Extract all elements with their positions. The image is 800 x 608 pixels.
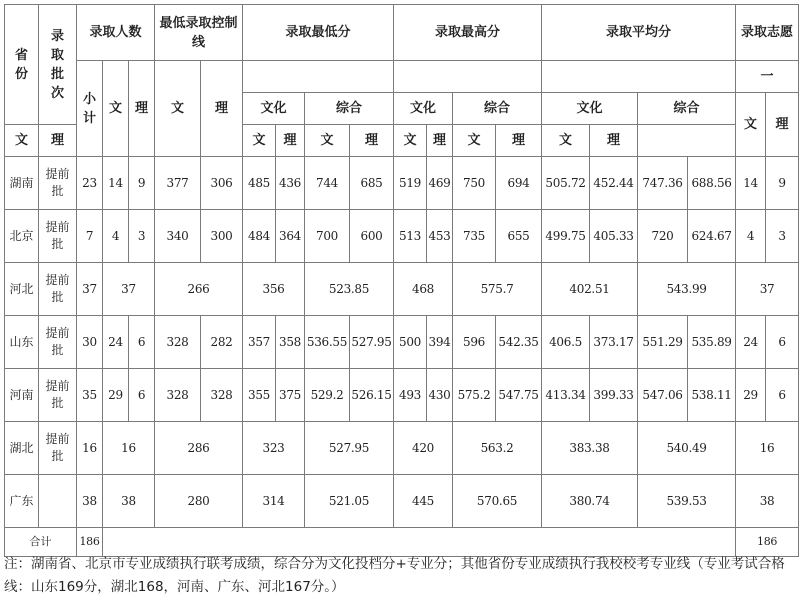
header-average-culture: 文化 bbox=[542, 93, 638, 125]
header-highest-composite: 综合 bbox=[453, 93, 542, 125]
cell-max-com-sci: 547.75 bbox=[496, 369, 542, 422]
cell-batch: 提前批 bbox=[39, 316, 77, 369]
cell-min-cul-arts: 484 bbox=[243, 210, 276, 263]
cell-count-sci: 9 bbox=[129, 157, 155, 210]
cell-avg-cul-sci: 399.33 bbox=[590, 369, 638, 422]
cell-vol-sci: 6 bbox=[766, 316, 799, 369]
cell-count-arts: 29 bbox=[103, 369, 129, 422]
cell-avg-com-sci: 624.67 bbox=[688, 210, 736, 263]
cell-vol-sci: 3 bbox=[766, 210, 799, 263]
cell-ctrl: 280 bbox=[155, 475, 243, 528]
cell-max-cul-sci: 453 bbox=[427, 210, 453, 263]
cell-avg-com-sci: 688.56 bbox=[688, 157, 736, 210]
cell-count-arts: 14 bbox=[103, 157, 129, 210]
cell-avg-cul: 380.74 bbox=[542, 475, 638, 528]
header-max-com-arts: 文 bbox=[394, 125, 427, 157]
cell-max-cul: 445 bbox=[394, 475, 453, 528]
cell-max-com: 575.7 bbox=[453, 263, 542, 316]
table-row bbox=[5, 157, 799, 210]
cell-max-cul-sci: 394 bbox=[427, 316, 453, 369]
header-lowest-culture: 文化 bbox=[243, 93, 305, 125]
cell-min-com: 523.85 bbox=[305, 263, 394, 316]
cell-min-com-sci: 600 bbox=[350, 210, 394, 263]
admission-table bbox=[4, 4, 799, 557]
cell-max-com-sci: 542.35 bbox=[496, 316, 542, 369]
cell-min-cul-sci: 375 bbox=[276, 369, 305, 422]
cell-min-com-arts: 529.2 bbox=[305, 369, 350, 422]
header-lowest-spacer bbox=[243, 61, 394, 93]
header-average-score: 录取平均分 bbox=[542, 5, 736, 61]
cell-vol-sci: 9 bbox=[766, 157, 799, 210]
cell-avg-com: 543.99 bbox=[638, 263, 736, 316]
header-min-com-arts: 文 bbox=[243, 125, 276, 157]
cell-min-com-arts: 744 bbox=[305, 157, 350, 210]
cell-max-cul-sci: 469 bbox=[427, 157, 453, 210]
cell-avg-com: 540.49 bbox=[638, 422, 736, 475]
cell-ctrl: 266 bbox=[155, 263, 243, 316]
cell-vol: 38 bbox=[736, 475, 799, 528]
cell-avg-cul-arts: 406.5 bbox=[542, 316, 590, 369]
cell-count-arts: 4 bbox=[103, 210, 129, 263]
cell-count-sci: 6 bbox=[129, 369, 155, 422]
cell-ctrl-sci: 282 bbox=[201, 316, 243, 369]
cell-count: 38 bbox=[103, 475, 155, 528]
header-province: 省份 bbox=[5, 5, 39, 125]
cell-max-com-arts: 735 bbox=[453, 210, 496, 263]
cell-avg-cul-arts: 413.34 bbox=[542, 369, 590, 422]
table-row bbox=[5, 475, 799, 528]
cell-min-com-sci: 526.15 bbox=[350, 369, 394, 422]
cell-max-com: 563.2 bbox=[453, 422, 542, 475]
header-max-cul-sci: 理 bbox=[350, 125, 394, 157]
cell-ctrl: 286 bbox=[155, 422, 243, 475]
cell-count-sci: 3 bbox=[129, 210, 155, 263]
cell-min-com-arts: 700 bbox=[305, 210, 350, 263]
cell-min-cul-sci: 358 bbox=[276, 316, 305, 369]
table-row bbox=[5, 210, 799, 263]
cell-avg-cul-sci: 373.17 bbox=[590, 316, 638, 369]
cell-avg-cul: 383.38 bbox=[542, 422, 638, 475]
header-ctrl-science: 理 bbox=[201, 61, 243, 157]
cell-avg-com-sci: 538.11 bbox=[688, 369, 736, 422]
cell-min-com-sci: 685 bbox=[350, 157, 394, 210]
cell-province: 河北 bbox=[5, 263, 39, 316]
cell-min-com: 521.05 bbox=[305, 475, 394, 528]
header-volunteer: 录取志愿 bbox=[736, 5, 799, 61]
header-avg-com-arts: 文 bbox=[542, 125, 590, 157]
header-min-com-sci: 理 bbox=[276, 125, 305, 157]
cell-count: 37 bbox=[103, 263, 155, 316]
cell-vol-arts: 24 bbox=[736, 316, 766, 369]
cell-min-cul: 323 bbox=[243, 422, 305, 475]
cell-total: 37 bbox=[77, 263, 103, 316]
cell-batch: 提前批 bbox=[39, 369, 77, 422]
header-vol-arts: 文 bbox=[736, 93, 766, 157]
table-row bbox=[5, 263, 799, 316]
footnote: 注：湖南省、北京市专业成绩执行联考成绩，综合分为文化投档分+专业分；其他省份专业成绩执行我校校考专业线（专业考试合格线：山东169分，湖北168，河南、广东、河北167分。） bbox=[4, 556, 785, 595]
cell-min-cul-sci: 436 bbox=[276, 157, 305, 210]
cell-max-com-sci: 655 bbox=[496, 210, 542, 263]
cell-min-cul: 356 bbox=[243, 263, 305, 316]
cell-avg-cul-sci: 405.33 bbox=[590, 210, 638, 263]
header-highest-score: 录取最高分 bbox=[394, 5, 542, 61]
header-max-com-sci: 理 bbox=[427, 125, 453, 157]
table-row bbox=[5, 316, 799, 369]
cell-max-cul-sci: 430 bbox=[427, 369, 453, 422]
header-average-spacer bbox=[542, 61, 736, 93]
header-min-cul-arts: 文 bbox=[5, 125, 39, 157]
header-avg-com-sci: 理 bbox=[590, 125, 638, 157]
cell-min-cul-arts: 355 bbox=[243, 369, 276, 422]
cell-avg-com-arts: 720 bbox=[638, 210, 688, 263]
cell-province: 湖北 bbox=[5, 422, 39, 475]
cell-max-com-arts: 596 bbox=[453, 316, 496, 369]
cell-avg-com-arts: 747.36 bbox=[638, 157, 688, 210]
cell-province: 北京 bbox=[5, 210, 39, 263]
cell-avg-com-arts: 547.06 bbox=[638, 369, 688, 422]
cell-max-cul: 420 bbox=[394, 422, 453, 475]
cell-total: 23 bbox=[77, 157, 103, 210]
cell-max-cul-arts: 519 bbox=[394, 157, 427, 210]
header-min-cul-sci: 理 bbox=[39, 125, 77, 157]
cell-count: 16 bbox=[103, 422, 155, 475]
cell-province: 湖南 bbox=[5, 157, 39, 210]
header-highest-spacer bbox=[394, 61, 542, 93]
cell-batch bbox=[39, 475, 77, 528]
cell-ctrl-arts: 377 bbox=[155, 157, 201, 210]
cell-province: 山东 bbox=[5, 316, 39, 369]
header-avg-cul-arts: 文 bbox=[453, 125, 496, 157]
cell-province: 河南 bbox=[5, 369, 39, 422]
cell-avg-cul-sci: 452.44 bbox=[590, 157, 638, 210]
cell-batch: 提前批 bbox=[39, 157, 77, 210]
cell-min-cul-arts: 357 bbox=[243, 316, 276, 369]
cell-max-com: 570.65 bbox=[453, 475, 542, 528]
cell-max-com-arts: 575.2 bbox=[453, 369, 496, 422]
cell-batch: 提前批 bbox=[39, 422, 77, 475]
cell-avg-cul-arts: 505.72 bbox=[542, 157, 590, 210]
cell-total: 35 bbox=[77, 369, 103, 422]
cell-total: 38 bbox=[77, 475, 103, 528]
cell-min-com-arts: 536.55 bbox=[305, 316, 350, 369]
header-count-arts: 文 bbox=[103, 61, 129, 157]
cell-batch: 提前批 bbox=[39, 210, 77, 263]
header-ctrl-arts: 文 bbox=[155, 61, 201, 157]
table-row bbox=[5, 369, 799, 422]
cell-min-com-sci: 527.95 bbox=[350, 316, 394, 369]
cell-avg-cul-arts: 499.75 bbox=[542, 210, 590, 263]
header-lowest-composite: 综合 bbox=[305, 93, 394, 125]
cell-batch: 提前批 bbox=[39, 263, 77, 316]
totals-label: 合计 bbox=[5, 528, 77, 557]
cell-max-com-arts: 750 bbox=[453, 157, 496, 210]
header-volunteer-first: 一 bbox=[736, 61, 799, 93]
cell-ctrl-sci: 306 bbox=[201, 157, 243, 210]
cell-avg-com-arts: 551.29 bbox=[638, 316, 688, 369]
cell-avg-cul: 402.51 bbox=[542, 263, 638, 316]
cell-province: 广东 bbox=[5, 475, 39, 528]
cell-ctrl-arts: 340 bbox=[155, 210, 201, 263]
header-max-cul-arts: 文 bbox=[305, 125, 350, 157]
cell-max-com-sci: 694 bbox=[496, 157, 542, 210]
cell-ctrl-arts: 328 bbox=[155, 316, 201, 369]
cell-vol-arts: 29 bbox=[736, 369, 766, 422]
cell-ctrl-arts: 328 bbox=[155, 369, 201, 422]
cell-max-cul-arts: 513 bbox=[394, 210, 427, 263]
cell-ctrl-sci: 300 bbox=[201, 210, 243, 263]
cell-min-cul: 314 bbox=[243, 475, 305, 528]
totals-total: 186 bbox=[77, 528, 103, 557]
cell-min-cul-arts: 485 bbox=[243, 157, 276, 210]
header-highest-culture: 文化 bbox=[394, 93, 453, 125]
header-avg-cul-sci: 理 bbox=[496, 125, 542, 157]
table-row bbox=[5, 422, 799, 475]
header-subtotal: 小计 bbox=[77, 61, 103, 157]
header-min-control-line: 最低录取控制线 bbox=[155, 5, 243, 61]
cell-min-cul-sci: 364 bbox=[276, 210, 305, 263]
cell-min-com: 527.95 bbox=[305, 422, 394, 475]
header-admitted-count: 录取人数 bbox=[77, 5, 155, 61]
header-vol-science: 理 bbox=[766, 93, 799, 157]
header-count-science: 理 bbox=[129, 61, 155, 157]
cell-count-sci: 6 bbox=[129, 316, 155, 369]
header-average-composite: 综合 bbox=[638, 93, 736, 125]
cell-max-cul: 468 bbox=[394, 263, 453, 316]
totals-vol: 186 bbox=[736, 528, 799, 557]
cell-max-cul-arts: 500 bbox=[394, 316, 427, 369]
cell-count-arts: 24 bbox=[103, 316, 129, 369]
cell-ctrl-sci: 328 bbox=[201, 369, 243, 422]
cell-avg-com-sci: 535.89 bbox=[688, 316, 736, 369]
cell-vol: 16 bbox=[736, 422, 799, 475]
cell-avg-com: 539.53 bbox=[638, 475, 736, 528]
cell-vol: 37 bbox=[736, 263, 799, 316]
cell-vol-sci: 6 bbox=[766, 369, 799, 422]
cell-total: 7 bbox=[77, 210, 103, 263]
cell-total: 30 bbox=[77, 316, 103, 369]
cell-vol-arts: 4 bbox=[736, 210, 766, 263]
cell-vol-arts: 14 bbox=[736, 157, 766, 210]
cell-max-cul-arts: 493 bbox=[394, 369, 427, 422]
header-lowest-score: 录取最低分 bbox=[243, 5, 394, 61]
header-batch: 录取批次 bbox=[39, 5, 77, 125]
cell-total: 16 bbox=[77, 422, 103, 475]
